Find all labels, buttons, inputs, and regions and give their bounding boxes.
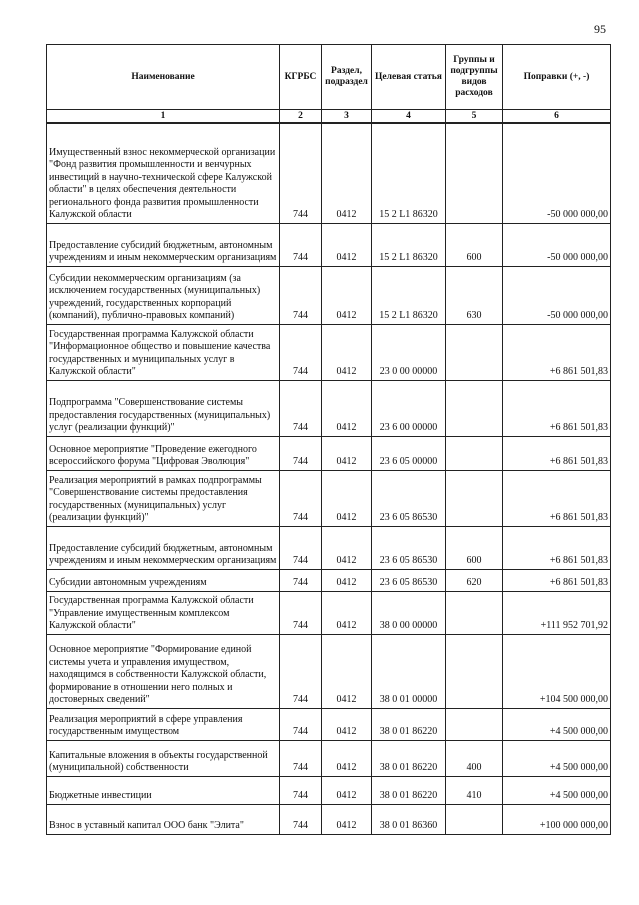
- row-group: 620: [446, 569, 503, 591]
- row-amount: +6 861 501,83: [503, 436, 611, 470]
- row-section: 0412: [322, 123, 372, 223]
- page-number: 95: [594, 22, 606, 36]
- budget-table: [46, 44, 611, 835]
- row-amount: +111 952 701,92: [503, 591, 611, 634]
- row-section: 0412: [322, 804, 372, 834]
- row-kgrbs: 744: [280, 740, 322, 776]
- column-number: 1: [47, 110, 280, 124]
- row-name: Взнос в уставный капитал ООО банк "Элита": [47, 804, 280, 834]
- row-kgrbs: 744: [280, 436, 322, 470]
- row-name: Реализация мероприятий в рамках подпрограммы "Совершенствование системы предоставления государственных (муниципальных) услуг (реализации функций)": [47, 470, 280, 526]
- column-number: 3: [322, 110, 372, 124]
- row-kgrbs: 744: [280, 526, 322, 569]
- row-name: Реализация мероприятий в сфере управления государственным имуществом: [47, 708, 280, 740]
- table-row: [47, 740, 611, 776]
- row-target: 38 0 01 86220: [372, 776, 446, 804]
- row-name: Бюджетные инвестиции: [47, 776, 280, 804]
- row-target: 15 2 L1 86320: [372, 266, 446, 324]
- table-row: [47, 708, 611, 740]
- row-kgrbs: 744: [280, 470, 322, 526]
- row-group: 410: [446, 776, 503, 804]
- row-group: [446, 470, 503, 526]
- table-row: [47, 776, 611, 804]
- row-amount: +4 500 000,00: [503, 740, 611, 776]
- row-target: 23 6 05 00000: [372, 436, 446, 470]
- row-target: 38 0 01 86220: [372, 708, 446, 740]
- row-name: Субсидии некоммерческим организациям (за исключением государственных (муниципальных) учреждений, государственных корпораций (компаний), публично-правовых компаний): [47, 266, 280, 324]
- column-number: 5: [446, 110, 503, 124]
- row-section: 0412: [322, 223, 372, 266]
- row-group: [446, 324, 503, 380]
- row-name: Предоставление субсидий бюджетным, автономным учреждениям и иным некоммерческим организациям: [47, 526, 280, 569]
- row-section: 0412: [322, 266, 372, 324]
- row-amount: +6 861 501,83: [503, 526, 611, 569]
- table-row: [47, 123, 611, 223]
- row-kgrbs: 744: [280, 776, 322, 804]
- row-amount: +6 861 501,83: [503, 324, 611, 380]
- row-section: 0412: [322, 776, 372, 804]
- row-section: 0412: [322, 740, 372, 776]
- table-row: [47, 470, 611, 526]
- row-name: Капитальные вложения в объекты государственной (муниципальной) собственности: [47, 740, 280, 776]
- row-amount: +6 861 501,83: [503, 470, 611, 526]
- table-row: [47, 380, 611, 436]
- row-name: Предоставление субсидий бюджетным, автономным учреждениям и иным некоммерческим организациям: [47, 223, 280, 266]
- row-amount: -50 000 000,00: [503, 123, 611, 223]
- table-row: [47, 526, 611, 569]
- row-section: 0412: [322, 634, 372, 708]
- row-name: Имущественный взнос некоммерческой организации "Фонд развития промышленности и венчурных инвестиций в научно-технической сфере Калужской области" в целях обеспечения деятельности регионального фонда развития промышленности Калужской области: [47, 123, 280, 223]
- header-groups: Группы и подгруппы видов расходов: [446, 45, 503, 110]
- row-name: Государственная программа Калужской области "Информационное общество и повышение качества государственных и муниципальных услуг в Калужской области": [47, 324, 280, 380]
- row-kgrbs: 744: [280, 266, 322, 324]
- row-kgrbs: 744: [280, 634, 322, 708]
- table-row: [47, 324, 611, 380]
- row-target: 15 2 L1 86320: [372, 123, 446, 223]
- header-target: Целевая статья: [372, 45, 446, 110]
- row-target: 38 0 01 00000: [372, 634, 446, 708]
- table-row: [47, 569, 611, 591]
- row-group: [446, 804, 503, 834]
- row-target: 23 0 00 00000: [372, 324, 446, 380]
- row-target: 23 6 00 00000: [372, 380, 446, 436]
- row-target: 38 0 01 86220: [372, 740, 446, 776]
- row-amount: -50 000 000,00: [503, 223, 611, 266]
- header-amendments: Поправки (+, -): [503, 45, 611, 110]
- row-group: 600: [446, 526, 503, 569]
- column-number: 4: [372, 110, 446, 124]
- header-name: Наименование: [47, 45, 280, 110]
- row-group: [446, 123, 503, 223]
- row-group: [446, 708, 503, 740]
- row-name: Субсидии автономным учреждениям: [47, 569, 280, 591]
- table-row: [47, 266, 611, 324]
- row-group: [446, 591, 503, 634]
- table-row: [47, 804, 611, 834]
- table-row: [47, 591, 611, 634]
- header-section: Раздел, подраздел: [322, 45, 372, 110]
- row-name: Подпрограмма "Совершенствование системы предоставления государственных (муниципальных) услуг (реализации функций)": [47, 380, 280, 436]
- header-row: [47, 45, 611, 110]
- row-amount: +6 861 501,83: [503, 569, 611, 591]
- row-group: 400: [446, 740, 503, 776]
- row-target: 38 0 01 86360: [372, 804, 446, 834]
- row-section: 0412: [322, 380, 372, 436]
- row-section: 0412: [322, 569, 372, 591]
- row-kgrbs: 744: [280, 804, 322, 834]
- row-amount: +4 500 000,00: [503, 776, 611, 804]
- column-number-row: [47, 110, 611, 124]
- row-target: 38 0 00 00000: [372, 591, 446, 634]
- row-amount: +6 861 501,83: [503, 380, 611, 436]
- row-group: 600: [446, 223, 503, 266]
- row-name: Основное мероприятие "Проведение ежегодного всероссийского форума "Цифровая Эволюция": [47, 436, 280, 470]
- row-kgrbs: 744: [280, 324, 322, 380]
- row-amount: +4 500 000,00: [503, 708, 611, 740]
- row-kgrbs: 744: [280, 123, 322, 223]
- table-row: [47, 436, 611, 470]
- table-row: [47, 223, 611, 266]
- row-target: 15 2 L1 86320: [372, 223, 446, 266]
- row-kgrbs: 744: [280, 708, 322, 740]
- row-name: Основное мероприятие "Формирование единой системы учета и управления имуществом, находящимся в собственности Калужской области, формирование в отношении него полных и достоверных сведений": [47, 634, 280, 708]
- row-amount: -50 000 000,00: [503, 266, 611, 324]
- row-target: 23 6 05 86530: [372, 470, 446, 526]
- row-section: 0412: [322, 526, 372, 569]
- column-number: 6: [503, 110, 611, 124]
- row-target: 23 6 05 86530: [372, 569, 446, 591]
- row-group: [446, 634, 503, 708]
- row-amount: +100 000 000,00: [503, 804, 611, 834]
- row-kgrbs: 744: [280, 591, 322, 634]
- row-group: [446, 436, 503, 470]
- row-amount: +104 500 000,00: [503, 634, 611, 708]
- row-kgrbs: 744: [280, 569, 322, 591]
- table-row: [47, 634, 611, 708]
- row-section: 0412: [322, 436, 372, 470]
- header-kgrbs: КГРБС: [280, 45, 322, 110]
- row-kgrbs: 744: [280, 223, 322, 266]
- row-section: 0412: [322, 324, 372, 380]
- row-kgrbs: 744: [280, 380, 322, 436]
- row-section: 0412: [322, 708, 372, 740]
- row-target: 23 6 05 86530: [372, 526, 446, 569]
- row-group: [446, 380, 503, 436]
- row-section: 0412: [322, 591, 372, 634]
- row-group: 630: [446, 266, 503, 324]
- row-section: 0412: [322, 470, 372, 526]
- column-number: 2: [280, 110, 322, 124]
- row-name: Государственная программа Калужской области "Управление имущественным комплексом Калужской области": [47, 591, 280, 634]
